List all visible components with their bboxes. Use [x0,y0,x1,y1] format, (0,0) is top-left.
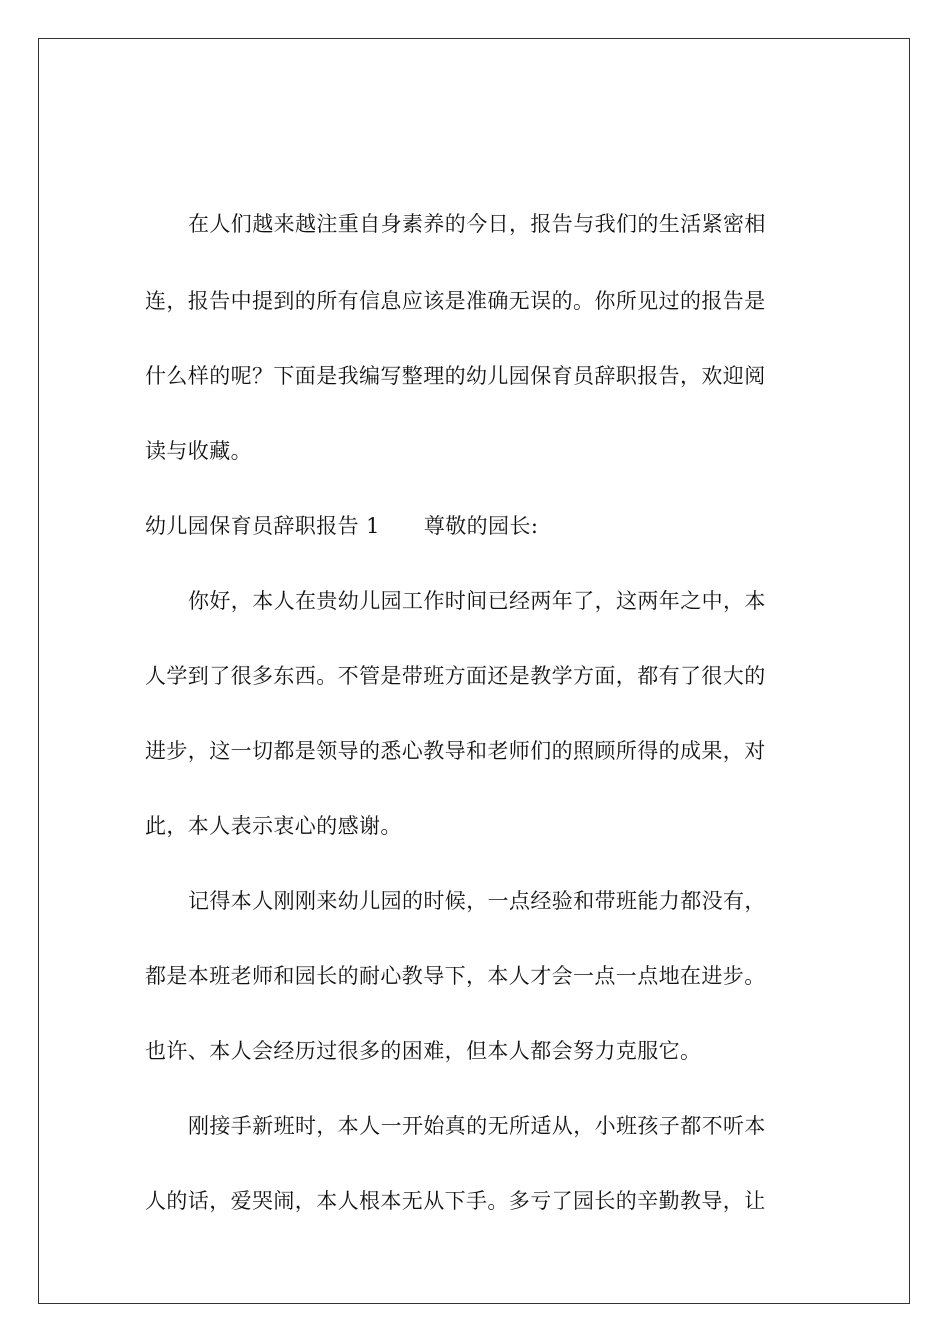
intro-line-3: 什么样的呢？下面是我编写整理的幼儿园保育员辞职报告，欢迎阅 [145,364,766,388]
paragraph2-line-1: 记得本人刚刚来幼儿园的时候，一点经验和带班能力都没有， [188,889,766,913]
paragraph3-line-2: 人的话，爱哭闹，本人根本无从下手。多亏了园长的辛勤教导，让 [145,1189,766,1213]
intro-line-1: 在人们越来越注重自身素养的今日，报告与我们的生活紧密相 [188,212,766,236]
paragraph1-line-1: 你好，本人在贵幼儿园工作时间已经两年了，这两年之中，本 [188,589,766,613]
salutation: 尊敬的园长: [423,514,539,538]
paragraph2-line-3: 也许、本人会经历过很多的困难，但本人都会努力克服它。 [145,1039,702,1063]
paragraph3-line-1: 刚接手新班时，本人一开始真的无所适从，小班孩子都不听本 [188,1114,766,1138]
intro-line-4: 读与收藏。 [145,439,252,463]
report-heading: 幼儿园保育员辞职报告 1 [145,514,380,538]
paragraph1-line-4: 此，本人表示衷心的感谢。 [145,814,402,838]
paragraph1-line-2: 人学到了很多东西。不管是带班方面还是教学方面，都有了很大的 [145,664,766,688]
paragraph1-line-3: 进步，这一切都是领导的悉心教导和老师们的照顾所得的成果，对 [145,739,766,763]
intro-line-2: 连，报告中提到的所有信息应该是准确无误的。你所见过的报告是 [145,289,766,313]
report-heading-line [145,512,795,540]
paragraph2-line-2: 都是本班老师和园长的耐心教导下，本人才会一点一点地在进步。 [145,964,766,988]
